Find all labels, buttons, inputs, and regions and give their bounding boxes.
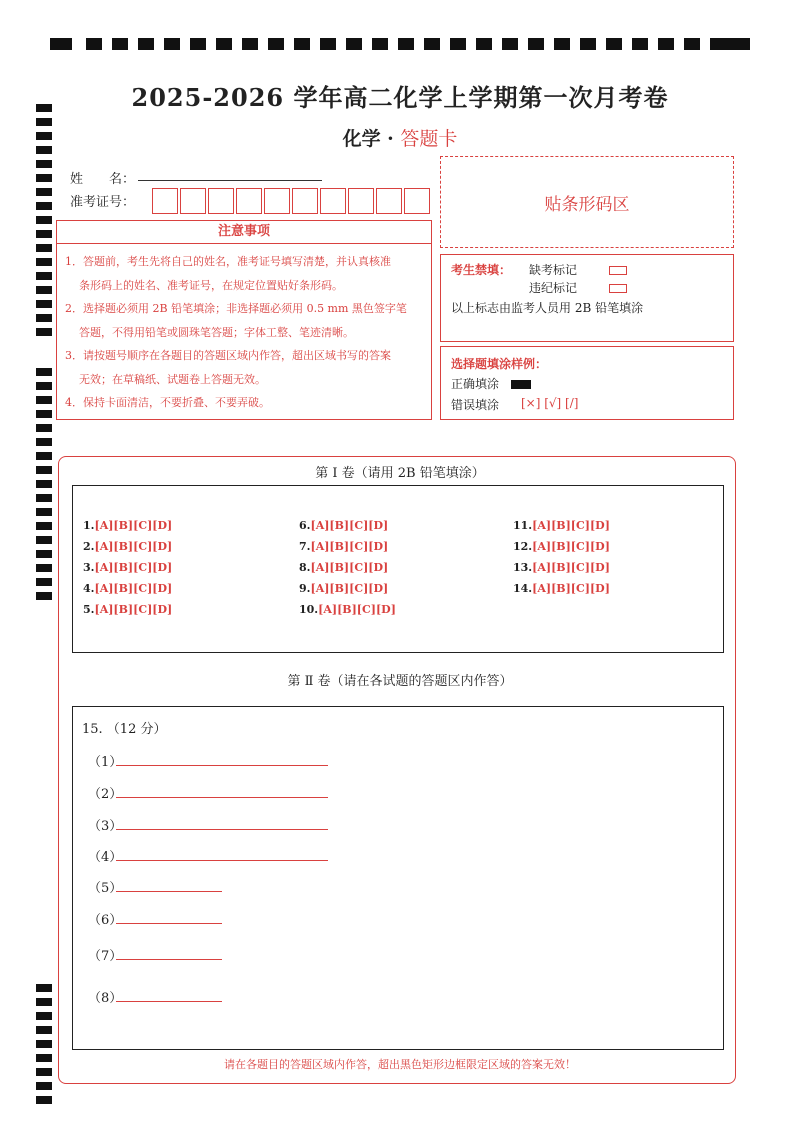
- exam-number-cell[interactable]: [404, 188, 430, 214]
- timing-mark: [36, 202, 52, 210]
- choice-question-item[interactable]: [83, 519, 172, 532]
- absent-mark-box[interactable]: [609, 266, 627, 275]
- answer-line[interactable]: [116, 860, 328, 861]
- answer-line[interactable]: [116, 891, 222, 892]
- answer-line[interactable]: [116, 959, 222, 960]
- answer-options[interactable]: [A][B][C][D]: [310, 561, 389, 574]
- answer-options[interactable]: [A][B][C][D]: [94, 519, 173, 532]
- ban-heading: 考生禁填：: [451, 263, 512, 277]
- top-timing-marks: [50, 38, 750, 50]
- timing-mark: [320, 38, 336, 50]
- timing-mark: [36, 1012, 52, 1020]
- exam-number-cell[interactable]: [348, 188, 374, 214]
- notice-box: [56, 220, 432, 420]
- fill-sample-box: [440, 346, 734, 420]
- timing-mark: [36, 328, 52, 336]
- notice-line: 答题，不得用铅笔或圆珠笔答题；字体工整、笔迹清晰。: [79, 325, 354, 339]
- timing-mark: [36, 368, 52, 376]
- answer-options[interactable]: [A][B][C][D]: [318, 603, 396, 616]
- timing-mark: [528, 38, 544, 50]
- timing-mark: [36, 480, 52, 488]
- timing-mark: [450, 38, 466, 50]
- choice-question-item[interactable]: [299, 540, 388, 553]
- choice-question-item[interactable]: [513, 561, 610, 574]
- correct-fill-sample: [511, 380, 531, 389]
- wrong-fill-samples: [×] [√] [/]: [521, 396, 579, 410]
- timing-mark: [684, 38, 700, 50]
- notice-heading: 注意事项: [57, 221, 431, 244]
- answer-options[interactable]: [A][B][C][D]: [310, 582, 389, 595]
- question-number: 6.: [299, 519, 311, 532]
- sub-question-label: （2）: [88, 787, 123, 802]
- sub-question-label: （3）: [88, 819, 123, 834]
- choice-question-item[interactable]: [83, 540, 172, 553]
- choice-question-item[interactable]: [83, 561, 172, 574]
- timing-mark: [36, 160, 52, 168]
- choice-question-item[interactable]: [299, 561, 388, 574]
- card-subtitle: [0, 124, 800, 151]
- notice-line: 2．选择题必须用 2B 铅笔填涂；非选择题必须用 0.5 mm 黑色签字笔: [65, 302, 407, 315]
- exam-number-cell[interactable]: [152, 188, 178, 214]
- sample-heading: 选择题填涂样例：: [451, 357, 548, 371]
- timing-mark: [36, 452, 52, 460]
- timing-mark: [138, 38, 154, 50]
- answer-options[interactable]: [A][B][C][D]: [532, 540, 610, 553]
- timing-mark: [242, 38, 258, 50]
- answer-line[interactable]: [116, 1001, 222, 1002]
- answer-options[interactable]: [A][B][C][D]: [94, 540, 173, 553]
- choice-question-item[interactable]: [83, 582, 172, 595]
- card-label: 答题卡: [400, 128, 458, 150]
- absent-mark-label: 缺考标记: [529, 263, 578, 277]
- notice-body: [57, 244, 431, 415]
- timing-mark: [36, 998, 52, 1006]
- timing-mark: [36, 396, 52, 404]
- answer-line[interactable]: [116, 765, 328, 766]
- choice-question-item[interactable]: [299, 582, 388, 595]
- notice-line: 4．保持卡面清洁，不要折叠、不要弄破。: [65, 396, 270, 409]
- timing-mark: [36, 508, 52, 516]
- examiner-only-box: [440, 254, 734, 342]
- question-number: 2.: [83, 540, 95, 553]
- sub-question-label: （8）: [88, 991, 123, 1006]
- answer-options[interactable]: [A][B][C][D]: [94, 561, 173, 574]
- question-number: 12.: [513, 540, 533, 553]
- section2-title: 第 Ⅱ 卷（请在各试题的答题区内作答）: [287, 674, 513, 689]
- timing-mark: [36, 564, 52, 572]
- multiple-choice-box: [72, 485, 724, 653]
- exam-number-cell[interactable]: [292, 188, 318, 214]
- timing-mark: [36, 1096, 52, 1104]
- question-number: 14.: [513, 582, 533, 595]
- exam-number-cell[interactable]: [208, 188, 234, 214]
- timing-mark: [36, 286, 52, 294]
- sub-question-label: （1）: [88, 755, 123, 770]
- timing-mark: [36, 438, 52, 446]
- barcode-area: 贴条形码区: [440, 156, 734, 248]
- timing-mark: [476, 38, 492, 50]
- sub-question-label: （4）: [88, 850, 123, 865]
- exam-number-cell[interactable]: [376, 188, 402, 214]
- timing-mark: [36, 522, 52, 530]
- correct-fill-label: 正确填涂: [451, 377, 500, 391]
- name-label: 姓 名：: [70, 172, 136, 187]
- timing-mark: [36, 188, 52, 196]
- question-number: 8.: [299, 561, 311, 574]
- page-title: 2025-2026 学年高二化学上学期第一次月考卷: [131, 83, 669, 112]
- choice-question-item[interactable]: [513, 540, 610, 553]
- timing-mark: [36, 1040, 52, 1048]
- timing-mark: [112, 38, 128, 50]
- choice-question-item[interactable]: [299, 519, 388, 532]
- timing-mark: [658, 38, 674, 50]
- timing-mark: [726, 38, 750, 50]
- timing-mark: [36, 174, 52, 182]
- sub-question-label: （5）: [88, 881, 123, 896]
- timing-mark: [398, 38, 414, 50]
- question-number: 10.: [299, 603, 319, 616]
- choice-question-item[interactable]: [513, 519, 610, 532]
- sub-question-label: （6）: [88, 913, 123, 928]
- choice-question-item[interactable]: [83, 603, 172, 616]
- question-number: 9.: [299, 582, 311, 595]
- timing-mark: [36, 494, 52, 502]
- timing-mark: [36, 984, 52, 992]
- exam-number-label: 准考证号：: [70, 195, 136, 210]
- timing-mark: [86, 38, 102, 50]
- question-number: 11.: [513, 519, 533, 532]
- question-number: 4.: [83, 582, 95, 595]
- timing-mark: [710, 38, 726, 50]
- answer-line[interactable]: [116, 923, 222, 924]
- timing-mark: [36, 230, 52, 238]
- answer-options[interactable]: [A][B][C][D]: [310, 519, 389, 532]
- timing-mark: [36, 410, 52, 418]
- sub-question-label: （7）: [88, 949, 123, 964]
- violation-mark-label: 违纪标记: [529, 281, 578, 295]
- question-number: 13.: [513, 561, 533, 574]
- timing-mark: [36, 216, 52, 224]
- timing-mark: [424, 38, 440, 50]
- answer-line[interactable]: [116, 797, 328, 798]
- name-field[interactable]: [138, 180, 322, 181]
- timing-mark: [36, 272, 52, 280]
- timing-mark: [36, 1082, 52, 1090]
- timing-mark: [554, 38, 570, 50]
- question-15-label: 15. （12 分）: [82, 722, 167, 737]
- timing-mark: [36, 314, 52, 322]
- answer-options[interactable]: [A][B][C][D]: [532, 582, 610, 595]
- notice-line: 3．请按题号顺序在各题目的答题区域内作答，超出区域书写的答案: [65, 349, 391, 362]
- timing-mark: [36, 382, 52, 390]
- question-number: 7.: [299, 540, 311, 553]
- timing-mark: [190, 38, 206, 50]
- timing-mark: [36, 536, 52, 544]
- ban-note: 以上标志由监考人员用 2B 铅笔填涂: [451, 301, 644, 315]
- question-number: 5.: [83, 603, 95, 616]
- written-answer-box: [72, 706, 724, 1050]
- timing-mark: [268, 38, 284, 50]
- exam-number-cell[interactable]: [264, 188, 290, 214]
- choice-question-item[interactable]: [513, 582, 610, 595]
- timing-mark: [36, 300, 52, 308]
- timing-mark: [36, 258, 52, 266]
- violation-mark-box[interactable]: [609, 284, 627, 293]
- notice-line: 无效；在草稿纸、试题卷上答题无效。: [79, 372, 266, 386]
- timing-mark: [36, 244, 52, 252]
- exam-number-boxes: [152, 188, 432, 214]
- answer-line[interactable]: [116, 829, 328, 830]
- wrong-fill-label: 错误填涂: [451, 398, 500, 412]
- section1-title: 第 Ⅰ 卷（请用 2B 铅笔填涂）: [315, 466, 485, 481]
- timing-mark: [502, 38, 518, 50]
- exam-number-cell[interactable]: [236, 188, 262, 214]
- timing-mark: [632, 38, 648, 50]
- timing-mark: [346, 38, 362, 50]
- timing-mark: [372, 38, 388, 50]
- timing-mark: [50, 38, 72, 50]
- question-number: 3.: [83, 561, 95, 574]
- choice-question-item[interactable]: [299, 603, 396, 616]
- answer-options[interactable]: [A][B][C][D]: [532, 519, 610, 532]
- timing-mark: [36, 592, 52, 600]
- footer-warning: 请在各题目的答题区域内作答，超出黑色矩形边框限定区域的答案无效！: [224, 1058, 576, 1071]
- notice-line: 条形码上的姓名、准考证号，在规定位置贴好条形码。: [79, 278, 343, 292]
- timing-mark: [216, 38, 232, 50]
- answer-options[interactable]: [A][B][C][D]: [94, 603, 173, 616]
- timing-mark: [164, 38, 180, 50]
- notice-line: 1．答题前，考生先将自己的姓名，准考证号填写清楚，并认真核准: [65, 255, 391, 268]
- timing-mark: [606, 38, 622, 50]
- exam-number-cell[interactable]: [320, 188, 346, 214]
- timing-mark: [36, 578, 52, 586]
- timing-mark: [36, 424, 52, 432]
- answer-options[interactable]: [A][B][C][D]: [532, 561, 610, 574]
- answer-options[interactable]: [A][B][C][D]: [310, 540, 389, 553]
- answer-options[interactable]: [A][B][C][D]: [94, 582, 173, 595]
- timing-mark: [36, 550, 52, 558]
- timing-mark: [580, 38, 596, 50]
- exam-number-cell[interactable]: [180, 188, 206, 214]
- timing-mark: [36, 1026, 52, 1034]
- subject-label: 化学 ·: [342, 128, 401, 150]
- question-number: 1.: [83, 519, 95, 532]
- timing-mark: [294, 38, 310, 50]
